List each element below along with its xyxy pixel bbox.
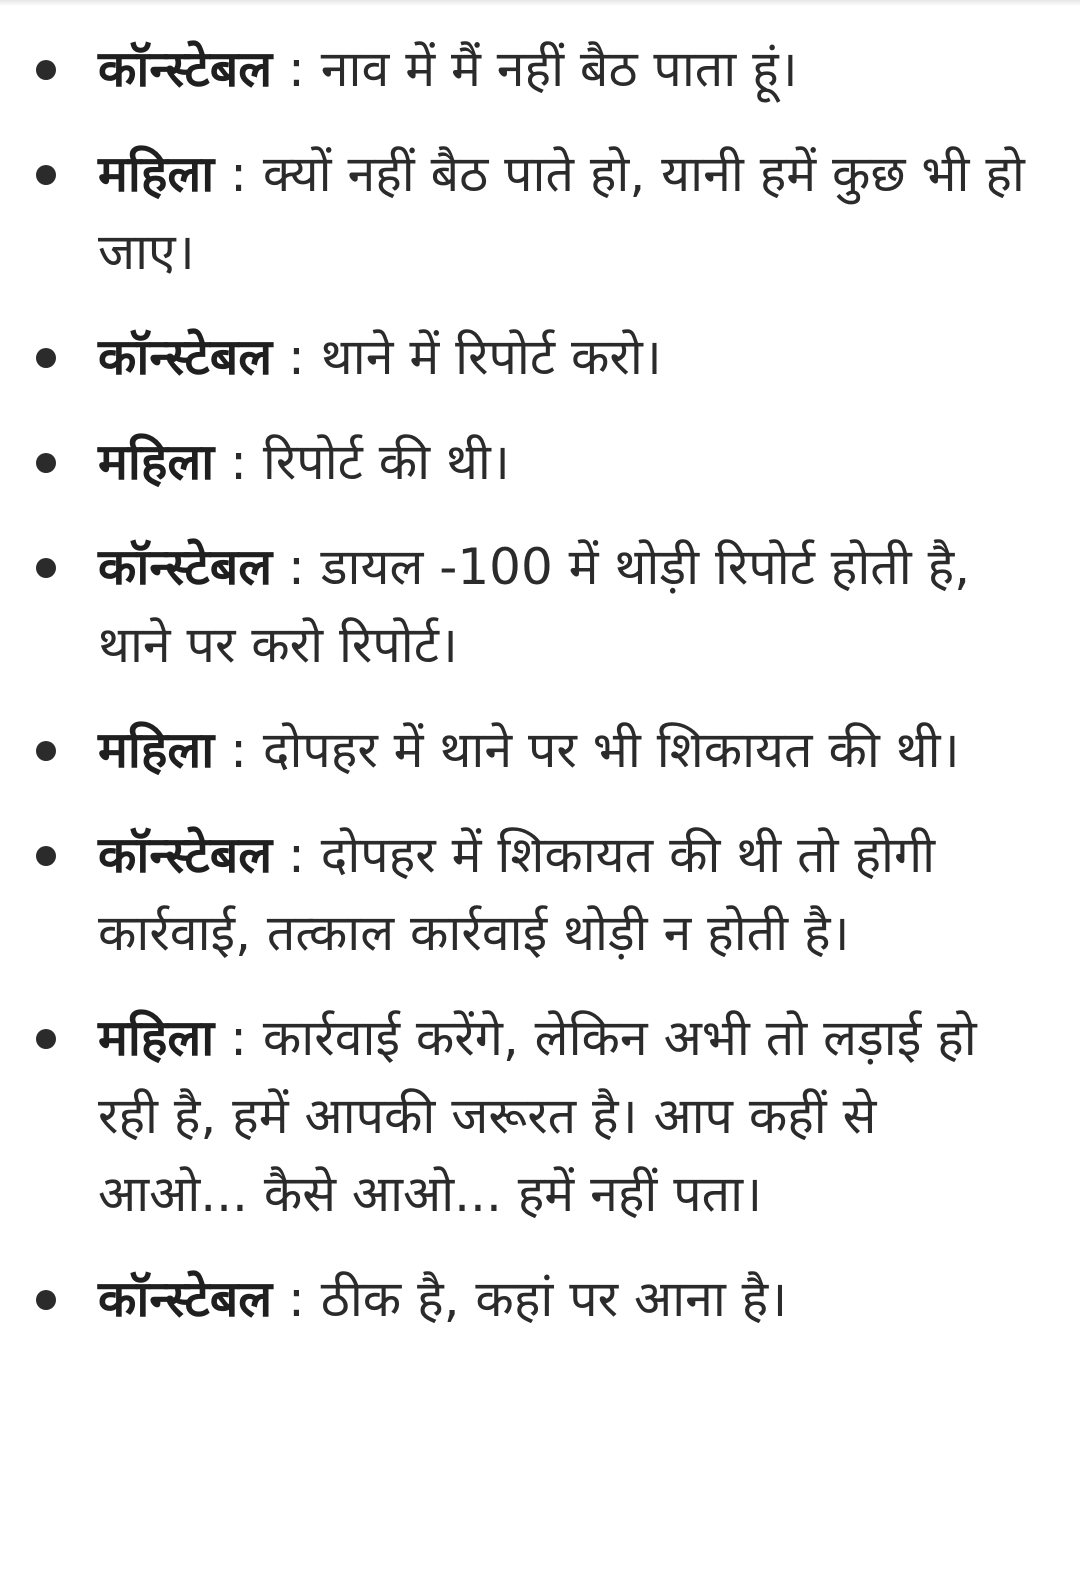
dialogue-item (0, 30, 1040, 108)
speaker-name: महिला (98, 721, 215, 779)
speaker-name: महिला (98, 433, 215, 491)
dialogue-text: डायल -100 में थोड़ी रिपोर्ट होती है, थाने पर करो रिपोर्ट। (98, 538, 971, 674)
speaker-name: कॉन्स्टेबल (98, 1270, 273, 1328)
dialogue-item (0, 423, 1040, 501)
separator: : (272, 538, 321, 596)
bullet-icon (36, 1290, 56, 1310)
dialogue-item (0, 135, 1040, 291)
bullet-icon (36, 1029, 56, 1049)
dialogue-item (0, 318, 1040, 396)
speaker-name: महिला (98, 1009, 215, 1067)
separator: : (214, 721, 263, 779)
separator: : (272, 1270, 321, 1328)
bullet-icon (36, 741, 56, 761)
bullet-icon (36, 846, 56, 866)
dialogue-text: दोपहर में शिकायत की थी तो होगी कार्रवाई, तत्काल कार्रवाई थोड़ी न होती है। (98, 826, 936, 962)
dialogue-text: क्यों नहीं बैठ पाते हो, यानी हमें कुछ भी हो जाए। (98, 145, 1025, 281)
separator: : (214, 433, 263, 491)
speaker-name: कॉन्स्टेबल (98, 826, 273, 884)
dialogue-item (0, 711, 1040, 789)
dialogue-text: कार्रवाई करेंगे, लेकिन अभी तो लड़ाई हो रही है, हमें आपकी जरूरत है। आप कहीं से आओ... कैसे आओ... हमें नहीं पता। (98, 1009, 977, 1223)
speaker-name: महिला (98, 145, 215, 203)
dialogue-text: दोपहर में थाने पर भी शिकायत की थी। (262, 721, 960, 779)
separator: : (272, 40, 321, 98)
bullet-icon (36, 348, 56, 368)
separator: : (214, 1009, 263, 1067)
dialogue-item (0, 816, 1040, 972)
bullet-icon (36, 60, 56, 80)
dialogue-item (0, 999, 1040, 1233)
dialogue-item (0, 528, 1040, 684)
speaker-name: कॉन्स्टेबल (98, 40, 273, 98)
bullet-icon (36, 453, 56, 473)
dialogue-text: थाने में रिपोर्ट करो। (320, 328, 662, 386)
dialogue-item (0, 1260, 1040, 1338)
dialogue-text: रिपोर्ट की थी। (262, 433, 510, 491)
separator: : (214, 145, 263, 203)
speaker-name: कॉन्स्टेबल (98, 538, 273, 596)
separator: : (272, 826, 321, 884)
dialogue-text: नाव में मैं नहीं बैठ पाता हूं। (320, 40, 798, 98)
top-divider (0, 0, 1080, 6)
dialogue-text: ठीक है, कहां पर आना है। (320, 1270, 788, 1328)
speaker-name: कॉन्स्टेबल (98, 328, 273, 386)
bullet-icon (36, 165, 56, 185)
separator: : (272, 328, 321, 386)
bullet-icon (36, 558, 56, 578)
